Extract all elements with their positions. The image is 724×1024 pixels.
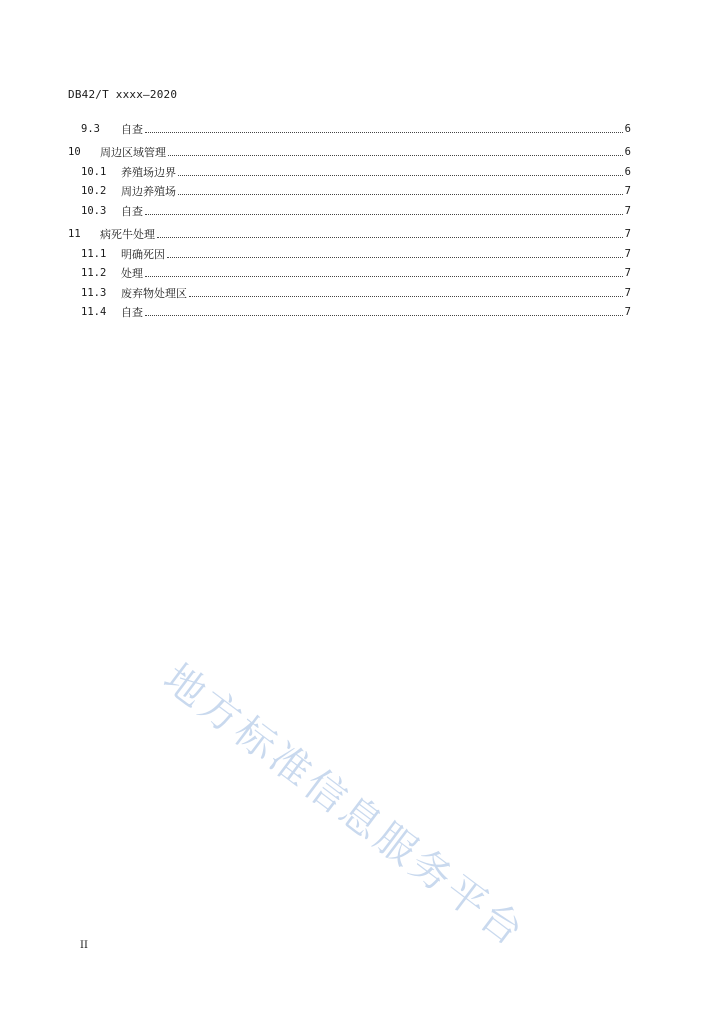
toc-dot-leader (145, 315, 623, 316)
toc-entry-title: 周边区域管理 (100, 146, 166, 159)
toc-dot-leader (178, 194, 623, 195)
toc-entry-number: 10.2 (81, 185, 107, 197)
toc-entry-11-3[interactable] (68, 280, 631, 300)
toc-entry-page: 6 (624, 122, 631, 135)
toc-entry-page: 6 (624, 146, 631, 158)
toc-dot-leader (157, 237, 623, 238)
toc-entry-9-3[interactable] (68, 116, 631, 136)
toc-entry-page: 7 (624, 247, 631, 260)
toc-dot-leader (168, 155, 623, 156)
toc-entry-number: 11.1 (81, 247, 107, 260)
toc-entry-11-2[interactable] (68, 261, 631, 281)
toc-entry-title: 明确死因 (121, 247, 165, 261)
toc-entry-page: 7 (624, 228, 631, 240)
toc-entry-title: 废弃物处理区 (121, 286, 187, 300)
toc-entry-11-4[interactable] (68, 300, 631, 320)
toc-dot-leader (178, 175, 623, 176)
toc-dot-leader (189, 296, 623, 297)
toc-entry-title: 处理 (121, 267, 143, 280)
toc-entry-number: 10 (68, 146, 81, 158)
toc-entry-page: 7 (624, 286, 631, 299)
document-code-header: DB42/T xxxx—2020 (68, 88, 178, 101)
toc-entry-title: 自查 (121, 122, 143, 136)
toc-entry-number: 10.3 (81, 204, 107, 217)
toc-entry-10-1[interactable] (68, 159, 631, 179)
toc-entry-11[interactable] (68, 222, 631, 242)
toc-entry-page: 6 (624, 165, 631, 178)
toc-entry-title: 自查 (121, 204, 143, 218)
toc-entry-number: 9.3 (81, 122, 100, 135)
toc-dot-leader (145, 132, 623, 133)
toc-entry-10[interactable] (68, 140, 631, 160)
toc-entry-11-1[interactable] (68, 241, 631, 261)
toc-dot-leader (167, 257, 623, 258)
toc-dot-leader (145, 214, 623, 215)
watermark-text: 地方标准信息服务平台 (154, 655, 534, 957)
toc-entry-number: 11 (68, 228, 81, 240)
toc-entry-number: 11.2 (81, 267, 107, 279)
toc-entry-title: 病死牛处理 (100, 228, 155, 241)
toc-entry-title: 周边养殖场 (121, 185, 176, 198)
toc-entry-10-3[interactable] (68, 198, 631, 218)
toc-entry-page: 7 (624, 185, 631, 197)
toc-dot-leader (145, 276, 623, 277)
table-of-contents (68, 116, 631, 319)
toc-entry-title: 养殖场边界 (121, 165, 176, 179)
toc-entry-10-2[interactable] (68, 179, 631, 199)
toc-entry-number: 10.1 (81, 165, 107, 178)
toc-entry-title: 自查 (121, 306, 143, 319)
toc-entry-number: 11.3 (81, 286, 107, 299)
toc-entry-number: 11.4 (81, 306, 107, 318)
toc-entry-page: 7 (624, 267, 631, 279)
toc-entry-page: 7 (624, 204, 631, 217)
toc-entry-page: 7 (624, 306, 631, 318)
page-number-footer: II (80, 940, 88, 951)
